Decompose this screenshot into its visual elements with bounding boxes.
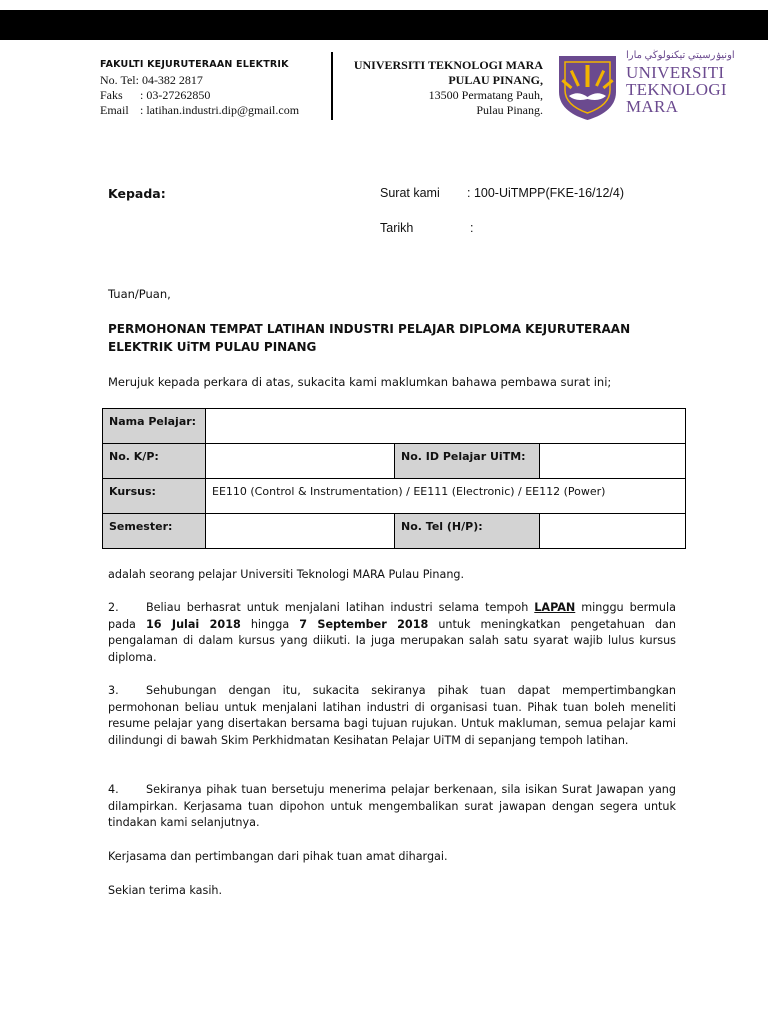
ic-label: No. K/P: bbox=[103, 444, 206, 479]
date-value: : bbox=[470, 221, 474, 235]
phone-label: No. Tel (H/P): bbox=[395, 514, 540, 549]
wordmark-arabic: اونيۏرسيتي تيكنولوڬي مارا bbox=[626, 50, 735, 61]
paragraph-2-text-c: hingga bbox=[240, 617, 300, 631]
intro-text: Merujuk kepada perkara di atas, sukacita kami maklumkan bahawa pembawa surat ini; bbox=[108, 375, 612, 389]
wordmark-line-2: TEKNOLOGI bbox=[626, 80, 727, 99]
uitm-crest-logo bbox=[555, 52, 620, 122]
paragraph-4-text: Sekiranya pihak tuan bersetuju menerima pelajar berkenaan, sila isikan Surat Jawapan yang dilampirkan. Kerjasama tuan dipohon untuk mengembalikan surat jawapan dengan segera untuk tindakan kami selanjutnya. bbox=[108, 783, 676, 829]
email-row bbox=[100, 103, 320, 118]
tel-label: No. Tel: bbox=[100, 73, 139, 87]
fax-label: Faks bbox=[100, 88, 123, 102]
faculty-name: FAKULTI KEJURUTERAAN ELEKTRIK bbox=[100, 59, 289, 70]
address-line-1: 13500 Permatang Pauh, bbox=[428, 88, 543, 102]
date-label: Tarikh bbox=[380, 221, 414, 235]
paragraph-3 bbox=[108, 683, 676, 749]
table-row bbox=[103, 409, 686, 444]
date-row bbox=[380, 221, 474, 235]
university-address-block bbox=[340, 58, 543, 118]
course-options: EE110 (Control & Instrumentation) / EE111 (Electronic) / EE112 (Power) bbox=[206, 479, 686, 514]
table-row bbox=[103, 514, 686, 549]
tel-row bbox=[100, 73, 320, 88]
wordmark-line-1: UNIVERSITI bbox=[626, 63, 725, 82]
paragraph-5: Kerjasama dan pertimbangan dari pihak tuan amat dihargai. bbox=[108, 850, 448, 863]
faculty-contact-block bbox=[100, 57, 320, 118]
address-line-2: Pulau Pinang. bbox=[476, 103, 543, 117]
course-label: Kursus: bbox=[103, 479, 206, 514]
reference-row bbox=[380, 186, 624, 200]
reference-label: Surat kami bbox=[380, 186, 440, 200]
name-label: Nama Pelajar: bbox=[103, 409, 206, 444]
email-value: : latihan.industri.dip@gmail.com bbox=[140, 103, 300, 117]
letter-subject: PERMOHONAN TEMPAT LATIHAN INDUSTRI PELAJAR DIPLOMA KEJURUTERAAN ELEKTRIK UiTM PULAU PINANG bbox=[108, 322, 631, 354]
paragraph-2-number: 2. bbox=[108, 601, 119, 614]
fax-value: : 03-27262850 bbox=[140, 88, 211, 102]
email-label: Email bbox=[100, 103, 129, 117]
tel-value: 04-382 2817 bbox=[141, 73, 203, 87]
paragraph-2-text-d: untuk meningkatkan pengetahuan dan pengalaman di dalam kursus yang diikuti. Ia juga merupakan salah satu syarat wajib lulus kursus diploma. bbox=[108, 617, 676, 664]
uitm-wordmark bbox=[626, 50, 735, 115]
table-row bbox=[103, 444, 686, 479]
paragraph-4 bbox=[108, 782, 676, 832]
reference-value: : 100-UiTMPP(FKE-16/12/4) bbox=[467, 186, 624, 200]
name-field[interactable] bbox=[206, 409, 686, 444]
paragraph-4-number: 4. bbox=[108, 783, 119, 796]
start-date: 16 Julai 2018 bbox=[145, 617, 241, 631]
paragraph-3-number: 3. bbox=[108, 684, 119, 697]
top-black-bar bbox=[0, 10, 768, 40]
paragraph-2 bbox=[108, 600, 676, 666]
training-weeks: LAPAN bbox=[534, 601, 576, 614]
wordmark-line-3: MARA bbox=[626, 97, 679, 116]
recipient-label: Kepada: bbox=[108, 186, 166, 201]
student-id-label: No. ID Pelajar UiTM: bbox=[395, 444, 540, 479]
end-date: 7 September 2018 bbox=[299, 617, 429, 631]
paragraph-3-text: Sehubungan dengan itu, sukacita sekiranya pihak tuan dapat mempertimbangkan permohonan beliau untuk menjalani latihan industri di organisasi tuan. Pihak tuan boleh meneliti resume pelajar yang disertakan bersama bagi tujuan rujukan. Untuk makluman, semua pelajar kami dilindungi di bawah Skim Perkhidmatan Kesihatan Pelajar UiTM di sepanjang tempoh latihan. bbox=[108, 684, 676, 747]
university-name: UNIVERSITI TEKNOLOGI MARA bbox=[353, 58, 543, 72]
campus-name: PULAU PINANG, bbox=[448, 73, 543, 87]
ic-field[interactable] bbox=[206, 444, 395, 479]
semester-field[interactable] bbox=[206, 514, 395, 549]
paragraph-1: adalah seorang pelajar Universiti Teknologi MARA Pulau Pinang. bbox=[108, 568, 465, 581]
closing-line: Sekian terima kasih. bbox=[108, 884, 223, 897]
student-info-table bbox=[102, 408, 686, 549]
header-divider bbox=[331, 52, 333, 120]
paragraph-2-text-b: minggu bermula pada bbox=[108, 601, 676, 631]
salutation: Tuan/Puan, bbox=[108, 287, 171, 301]
phone-field[interactable] bbox=[540, 514, 686, 549]
table-row bbox=[103, 479, 686, 514]
semester-label: Semester: bbox=[103, 514, 206, 549]
fax-row bbox=[100, 88, 320, 103]
student-id-field[interactable] bbox=[540, 444, 686, 479]
paragraph-2-text-a: Beliau berhasrat untuk menjalani latihan industri selama tempoh bbox=[146, 601, 535, 614]
